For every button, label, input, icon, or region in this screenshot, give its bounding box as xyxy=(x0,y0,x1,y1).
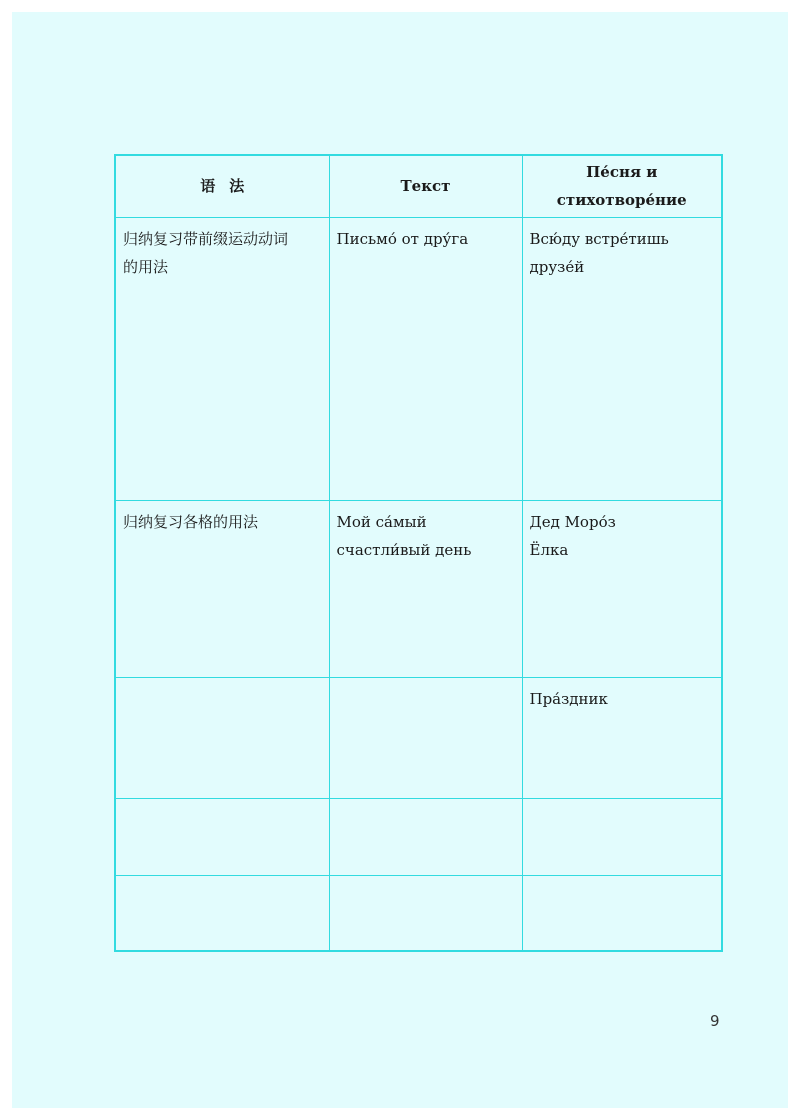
song-cell xyxy=(522,875,722,951)
text-cell xyxy=(329,875,522,951)
text-cell xyxy=(329,500,522,677)
table-header-row xyxy=(115,155,722,217)
header-song-line-1: Пе́сня и xyxy=(586,163,658,182)
lesson-table xyxy=(114,154,723,952)
grammar-cell xyxy=(115,500,329,677)
header-text xyxy=(329,155,522,217)
grammar-line: 归纳复习各格的用法 xyxy=(123,512,259,531)
song-line: Ёлка xyxy=(529,540,569,559)
grammar-line: 的用法 xyxy=(123,257,169,276)
text-line: Мой са́мый xyxy=(336,512,427,531)
table-row xyxy=(115,875,722,951)
table-row xyxy=(115,500,722,677)
song-cell xyxy=(522,677,722,798)
text-line: счастли́вый день xyxy=(336,540,472,559)
grammar-line: 归纳复习带前缀运动动词 xyxy=(123,229,289,248)
header-grammar xyxy=(115,155,329,217)
header-grammar-label: 语法 xyxy=(200,177,259,196)
page xyxy=(12,12,788,1108)
song-cell xyxy=(522,500,722,677)
header-text-label: Текст xyxy=(400,177,451,196)
song-line: Дед Моро́з xyxy=(529,512,616,531)
song-line: друзе́й xyxy=(529,257,585,276)
table-row xyxy=(115,677,722,798)
header-song xyxy=(522,155,722,217)
song-cell xyxy=(522,217,722,500)
grammar-cell xyxy=(115,875,329,951)
header-song-line-2: стихотворе́ние xyxy=(556,191,687,210)
grammar-cell xyxy=(115,217,329,500)
page-number: 9 xyxy=(710,1012,720,1030)
table-row xyxy=(115,798,722,875)
grammar-cell xyxy=(115,677,329,798)
song-line: Пра́здник xyxy=(529,689,608,708)
text-cell xyxy=(329,217,522,500)
text-cell xyxy=(329,798,522,875)
song-line: Всю́ду встре́тишь xyxy=(529,229,669,248)
song-cell xyxy=(522,798,722,875)
table-row xyxy=(115,217,722,500)
text-line: Письмо́ от дру́га xyxy=(336,229,469,248)
text-cell xyxy=(329,677,522,798)
grammar-cell xyxy=(115,798,329,875)
